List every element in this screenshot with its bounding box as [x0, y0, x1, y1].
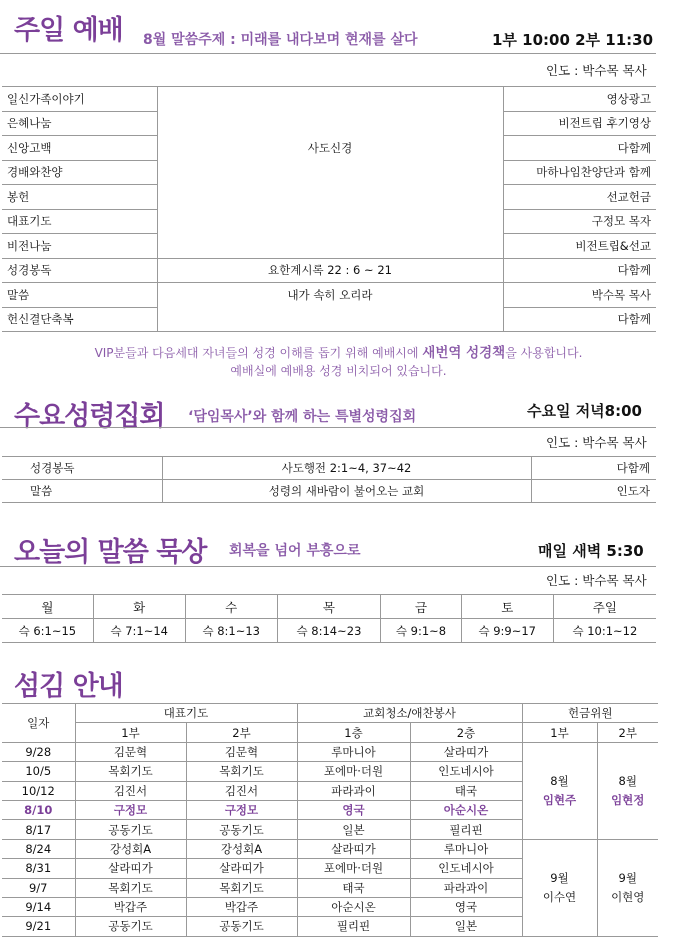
clean-cell: 살라띠가	[410, 742, 522, 761]
prayer-cell: 김문혁	[186, 742, 297, 761]
passage-cell: 슥 6:1~15	[2, 619, 93, 643]
prayer-cell: 공동기도	[186, 917, 297, 936]
prayer-cell: 구정모	[75, 800, 186, 819]
header-sub: 2부	[597, 723, 658, 742]
table-row	[2, 704, 658, 723]
day-cell: 금	[381, 595, 462, 619]
daily-subtitle: 회복을 넘어 부흥으로	[229, 543, 361, 559]
day-cell: 수	[185, 595, 277, 619]
day-cell: 월	[2, 595, 93, 619]
order-middle	[157, 87, 503, 112]
table-row	[2, 258, 656, 283]
prayer-cell: 목회기도	[186, 878, 297, 897]
date-cell: 10/5	[2, 762, 75, 781]
notice-text: VIP분들과 다음세대 자녀들의 성경 이해를 돕기 위해 예배시에	[94, 346, 423, 360]
wednesday-subtitle: ‘담임목사’와 함께 하는 특별성령집회	[188, 409, 417, 425]
prayer-cell: 목회기도	[186, 762, 297, 781]
order-right: 박수목 목사	[503, 283, 656, 308]
date-cell: 8/24	[2, 839, 75, 858]
order-label: 대표기도	[2, 209, 157, 234]
daily-table	[2, 594, 656, 643]
table-row	[2, 87, 656, 112]
offering-name: 임현정	[611, 792, 645, 807]
order-right: 선교헌금	[503, 185, 656, 210]
divider	[0, 427, 656, 428]
passage-cell: 슥 10:1~12	[553, 619, 656, 643]
serving-title: 섬김 안내	[14, 671, 123, 702]
order-middle	[157, 185, 503, 210]
header-cleaning: 교회청소/애찬봉사	[297, 704, 522, 723]
order-middle	[157, 234, 503, 259]
table-row	[2, 209, 656, 234]
sunday-leader: 인도 : 박수목 목사	[546, 63, 647, 78]
date-cell: 8/17	[2, 820, 75, 839]
divider	[0, 53, 656, 54]
prayer-cell: 공동기도	[186, 820, 297, 839]
table-row	[2, 742, 658, 761]
table-row	[2, 185, 656, 210]
order-right: 비전트립 후기영상	[503, 111, 656, 136]
prayer-cell: 공동기도	[75, 820, 186, 839]
header-sub: 1부	[522, 723, 597, 742]
clean-cell: 아순시온	[410, 800, 522, 819]
order-right: 다함께	[503, 307, 656, 332]
clean-cell: 필리핀	[297, 917, 410, 936]
prayer-cell: 김진서	[75, 781, 186, 800]
passage-cell: 슥 8:1~13	[185, 619, 277, 643]
prayer-cell: 김진서	[186, 781, 297, 800]
header-sub: 1부	[75, 723, 186, 742]
clean-cell: 인도네시아	[410, 762, 522, 781]
prayer-cell: 살라띠가	[75, 859, 186, 878]
passage-cell: 슥 8:14~23	[277, 619, 381, 643]
offering-sep-2	[597, 839, 658, 936]
clean-cell: 일본	[297, 820, 410, 839]
order-middle: 사도신경	[157, 136, 503, 161]
order-label: 성경봉독	[2, 258, 157, 283]
date-cell: 8/31	[2, 859, 75, 878]
clean-cell: 아순시온	[297, 897, 410, 916]
wednesday-leader: 인도 : 박수목 목사	[546, 435, 647, 450]
bible-notice	[0, 341, 677, 361]
header-prayer: 대표기도	[75, 704, 297, 723]
daily-title: 오늘의 말씀 묵상	[14, 537, 207, 568]
prayer-cell: 강성회A	[186, 839, 297, 858]
table-row	[2, 619, 656, 643]
daily-leader: 인도 : 박수목 목사	[546, 573, 647, 588]
offering-aug-1	[522, 742, 597, 839]
offering-month: 9월	[618, 870, 637, 885]
table-row	[2, 283, 656, 308]
offering-name: 이수연	[542, 889, 577, 904]
order-right: 비전트립&선교	[503, 234, 656, 259]
prayer-cell: 강성회A	[75, 839, 186, 858]
serving-table	[2, 703, 658, 937]
offering-month: 8월	[618, 773, 637, 788]
day-cell: 주일	[553, 595, 656, 619]
table-row	[2, 136, 656, 161]
order-middle: 성령의 새바람이 불어오는 교회	[162, 480, 531, 503]
order-label: 일신가족이야기	[2, 87, 157, 112]
table-row	[2, 234, 656, 259]
offering-aug-2	[597, 742, 658, 839]
day-cell: 목	[277, 595, 381, 619]
date-cell: 9/7	[2, 878, 75, 897]
notice-text: 을 사용합니다.	[505, 346, 583, 360]
header-sub: 2부	[186, 723, 297, 742]
order-label: 은혜나눔	[2, 111, 157, 136]
clean-cell: 루마니아	[410, 839, 522, 858]
order-right: 다함께	[503, 136, 656, 161]
order-middle	[157, 209, 503, 234]
passage-cell: 슥 9:9~17	[461, 619, 553, 643]
day-cell: 토	[461, 595, 553, 619]
offering-month: 9월	[550, 870, 569, 885]
clean-cell: 일본	[410, 917, 522, 936]
table-row	[2, 723, 658, 742]
clean-cell: 포에마·더원	[297, 762, 410, 781]
prayer-cell: 박갑주	[186, 897, 297, 916]
order-label: 경배와찬양	[2, 160, 157, 185]
passage-cell: 슥 7:1~14	[93, 619, 185, 643]
table-row	[2, 480, 656, 503]
sunday-time: 1부 10:00 2부 11:30	[492, 31, 654, 49]
prayer-cell: 살라띠가	[186, 859, 297, 878]
clean-cell: 태국	[410, 781, 522, 800]
table-row	[2, 457, 656, 480]
order-middle	[157, 160, 503, 185]
table-row	[2, 839, 658, 858]
clean-cell: 인도네시아	[410, 859, 522, 878]
order-label: 비전나눔	[2, 234, 157, 259]
header-date: 일자	[2, 704, 75, 743]
wednesday-table	[2, 456, 656, 503]
clean-cell: 파라과이	[297, 781, 410, 800]
order-right: 구정모 목자	[503, 209, 656, 234]
order-middle: 사도행전 2:1~4, 37~42	[162, 457, 531, 480]
order-right: 다함께	[503, 258, 656, 283]
date-cell: 10/12	[2, 781, 75, 800]
clean-cell: 포에마·더원	[297, 859, 410, 878]
table-row	[2, 160, 656, 185]
order-label: 봉헌	[2, 185, 157, 210]
date-cell: 8/10	[2, 800, 75, 819]
clean-cell: 태국	[297, 878, 410, 897]
order-label: 헌신결단축복	[2, 307, 157, 332]
prayer-cell: 공동기도	[75, 917, 186, 936]
prayer-cell: 목회기도	[75, 878, 186, 897]
order-right: 인도자	[531, 480, 656, 503]
day-cell: 화	[93, 595, 185, 619]
notice-bold: 새번역 성경책	[422, 345, 506, 361]
wednesday-time: 수요일 저녁8:00	[527, 402, 642, 420]
offering-name: 이현영	[611, 889, 645, 904]
bible-notice-2: 예배실에 예배용 성경 비치되어 있습니다.	[230, 364, 447, 378]
table-row	[2, 111, 656, 136]
order-right: 영상광고	[503, 87, 656, 112]
table-row	[2, 307, 656, 332]
sunday-title: 주일 예배	[14, 15, 123, 46]
prayer-cell: 김문혁	[75, 742, 186, 761]
divider	[0, 566, 656, 567]
header-offering: 헌금위원	[522, 704, 658, 723]
date-cell: 9/21	[2, 917, 75, 936]
clean-cell: 살라띠가	[297, 839, 410, 858]
order-middle: 내가 속히 오리라	[157, 283, 503, 308]
order-middle	[157, 307, 503, 332]
offering-month: 8월	[550, 773, 569, 788]
order-right: 마하나임찬양단과 함께	[503, 160, 656, 185]
prayer-cell: 목회기도	[75, 762, 186, 781]
clean-cell: 파라과이	[410, 878, 522, 897]
sunday-theme: 8월 말씀주제 : 미래를 내다보며 현재를 살다	[143, 32, 418, 48]
sunday-order-table	[2, 86, 656, 332]
order-middle: 요한계시록 22 : 6 ~ 21	[157, 258, 503, 283]
daily-time: 매일 새벽 5:30	[538, 542, 644, 560]
clean-cell: 영국	[410, 897, 522, 916]
order-middle	[157, 111, 503, 136]
order-label: 말씀	[2, 480, 162, 503]
wednesday-title: 수요성령집회	[14, 401, 165, 432]
offering-name: 임현주	[542, 792, 577, 807]
table-row	[2, 595, 656, 619]
header-sub: 2층	[410, 723, 522, 742]
clean-cell: 필리핀	[410, 820, 522, 839]
order-label: 신앙고백	[2, 136, 157, 161]
order-right: 다함께	[531, 457, 656, 480]
clean-cell: 영국	[297, 800, 410, 819]
clean-cell: 루마니아	[297, 742, 410, 761]
header-sub: 1층	[297, 723, 410, 742]
order-label: 말씀	[2, 283, 157, 308]
prayer-cell: 박갑주	[75, 897, 186, 916]
prayer-cell: 구정모	[186, 800, 297, 819]
passage-cell: 슥 9:1~8	[381, 619, 462, 643]
order-label: 성경봉독	[2, 457, 162, 480]
date-cell: 9/14	[2, 897, 75, 916]
date-cell: 9/28	[2, 742, 75, 761]
offering-sep-1	[522, 839, 597, 936]
